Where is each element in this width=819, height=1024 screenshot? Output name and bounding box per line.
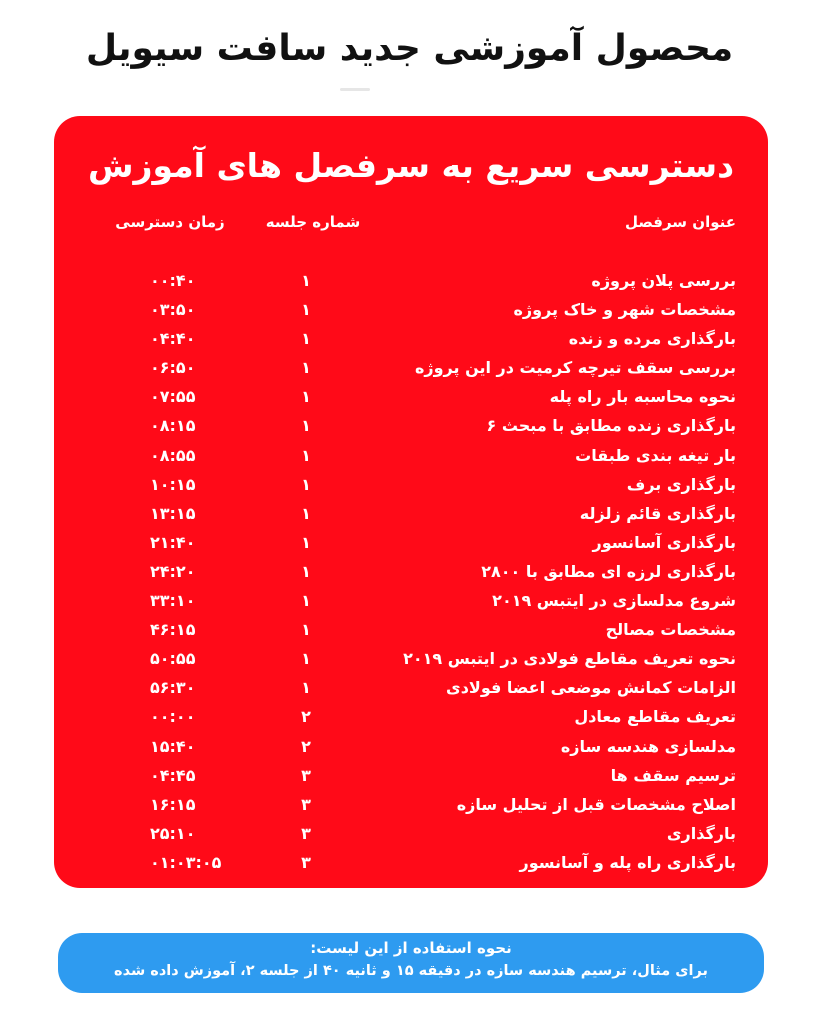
topic-title: بارگذاری مرده و زنده (568, 329, 736, 349)
topics-list (54, 266, 768, 877)
topic-time: ۲۴:۲۰ (150, 561, 196, 581)
topic-session: ۱ (301, 416, 311, 436)
topic-title: بارگذاری (666, 823, 736, 843)
topic-title: بارگذاری راه پله و آسانسور (519, 852, 736, 872)
topic-time: ۰۴:۴۰ (150, 329, 196, 349)
topic-time: ۴۶:۱۵ (150, 620, 196, 640)
topic-row (54, 586, 768, 615)
topic-row (54, 819, 768, 848)
topic-row (54, 528, 768, 557)
topic-row (54, 266, 768, 295)
topic-title: اصلاح مشخصات قبل از تحلیل سازه (456, 794, 736, 814)
topic-time: ۰۳:۵۰ (150, 300, 196, 320)
usage-info-box (58, 933, 764, 993)
topic-row (54, 848, 768, 877)
topic-row (54, 702, 768, 731)
topic-time: ۱۰:۱۵ (150, 474, 196, 494)
topic-session: ۱ (301, 300, 311, 320)
topic-session: ۱ (301, 678, 311, 698)
topic-row (54, 732, 768, 761)
topic-session: ۱ (301, 649, 311, 669)
topic-session: ۳ (301, 852, 311, 872)
topic-row (54, 353, 768, 382)
topic-row (54, 673, 768, 702)
column-header-title: عنوان سرفصل (624, 213, 736, 231)
topic-row (54, 615, 768, 644)
topic-title: تعریف مقاطع معادل (574, 707, 736, 727)
usage-info-title: نحوه استفاده از این لیست: (310, 939, 512, 957)
topic-session: ۲ (301, 736, 311, 756)
topic-title: شروع مدلسازی در ایتبس ۲۰۱۹ (492, 591, 736, 611)
topic-row (54, 295, 768, 324)
topic-title: بار تیغه بندی طبقات (575, 445, 736, 465)
title-divider (340, 88, 370, 91)
topic-session: ۱ (301, 271, 311, 290)
topic-title: بارگذاری برف (626, 474, 736, 494)
topic-row (54, 324, 768, 353)
topic-session: ۳ (301, 794, 311, 814)
column-header-session: شماره جلسه (265, 213, 361, 231)
topic-session: ۱ (301, 329, 311, 349)
topic-title: مشخصات شهر و خاک پروژه (513, 300, 736, 320)
topic-title: بررسی سقف تیرچه کرمیت در این پروژه (414, 358, 736, 378)
topics-card (54, 116, 768, 888)
topic-time: ۰۰:۰۰ (150, 707, 196, 727)
topic-session: ۱ (301, 358, 311, 378)
topic-title: مشخصات مصالح (605, 620, 736, 640)
topic-title: بررسی پلان پروژه (591, 271, 736, 290)
topic-title: ترسیم سقف ها (610, 765, 736, 785)
topic-title: بارگذاری قائم زلزله (579, 503, 736, 523)
topic-time: ۰۸:۱۵ (150, 416, 196, 436)
topic-time: ۱۶:۱۵ (150, 794, 196, 814)
topic-row (54, 761, 768, 790)
topic-title: نحوه تعریف مقاطع فولادی در ایتبس ۲۰۱۹ (403, 649, 736, 669)
usage-info-text: برای مثال، ترسیم هندسه سازه در دقیقه ۱۵ و ثانیه ۴۰ از جلسه ۲، آموزش داده شده (114, 963, 708, 979)
topic-session: ۱ (301, 532, 311, 552)
topic-time: ۳۳:۱۰ (150, 591, 196, 611)
topic-row (54, 411, 768, 440)
topic-title: الزامات کمانش موضعی اعضا فولادی (446, 678, 736, 698)
topic-time: ۵۰:۵۵ (150, 649, 196, 669)
topic-row (54, 470, 768, 499)
topic-session: ۱ (301, 561, 311, 581)
topic-time: ۰۸:۵۵ (150, 445, 196, 465)
topic-title: بارگذاری آسانسور (592, 532, 736, 552)
topic-title: بارگذاری لرزه ای مطابق با ۲۸۰۰ (481, 561, 736, 581)
column-header-time: زمان دسترسی (115, 213, 225, 231)
topic-session: ۳ (301, 823, 311, 843)
topic-row (54, 382, 768, 411)
topic-time: ۱۵:۴۰ (150, 736, 196, 756)
topic-time: ۰۰:۴۰ (150, 271, 196, 290)
topic-time: ۵۶:۳۰ (150, 678, 196, 698)
page-title: محصول آموزشی جدید سافت سیویل (85, 28, 734, 69)
topic-row (54, 557, 768, 586)
topic-time: ۱۳:۱۵ (150, 503, 196, 523)
topic-session: ۱ (301, 474, 311, 494)
topic-row (54, 790, 768, 819)
topic-row (54, 644, 768, 673)
topic-time: ۰۷:۵۵ (150, 387, 196, 407)
topic-session: ۱ (301, 387, 311, 407)
topic-time: ۲۵:۱۰ (150, 823, 196, 843)
topic-session: ۳ (301, 765, 311, 785)
topic-time: ۰۶:۵۰ (150, 358, 196, 378)
topic-session: ۱ (301, 445, 311, 465)
topic-session: ۲ (301, 707, 311, 727)
topic-time: ۰۴:۴۵ (150, 765, 196, 785)
topic-time: ۰۱:۰۳:۰۵ (150, 852, 222, 872)
topic-time: ۲۱:۴۰ (150, 532, 196, 552)
topic-title: مدلسازی هندسه سازه (560, 736, 736, 756)
topic-row (54, 441, 768, 470)
topic-row (54, 499, 768, 528)
card-title: دسترسی سریع به سرفصل های آموزش (87, 146, 735, 185)
topic-session: ۱ (301, 503, 311, 523)
topic-title: بارگذاری زنده مطابق با مبحث ۶ (486, 416, 736, 436)
topic-session: ۱ (301, 620, 311, 640)
topic-session: ۱ (301, 591, 311, 611)
topic-title: نحوه محاسبه بار راه پله (549, 387, 736, 407)
